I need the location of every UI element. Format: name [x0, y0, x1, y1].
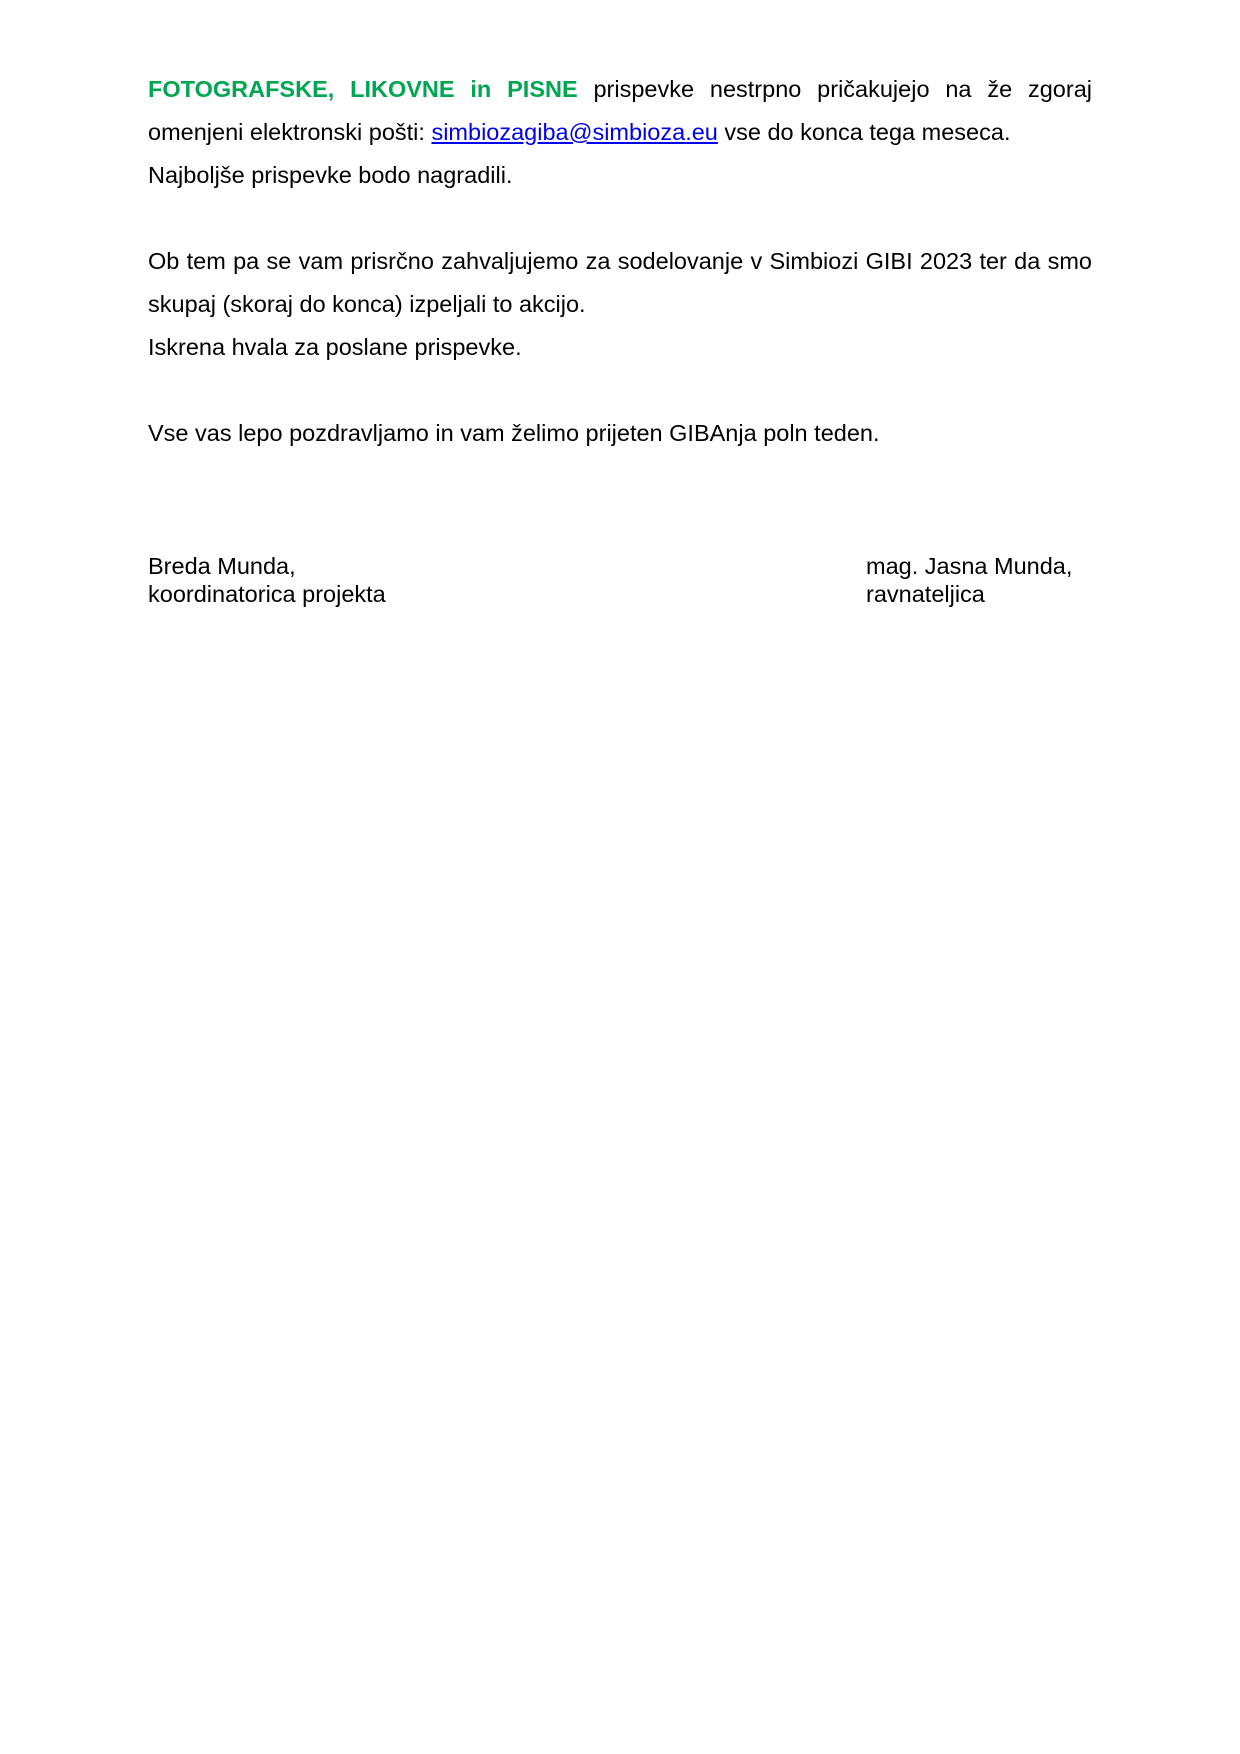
paragraph-spacer	[148, 197, 1092, 240]
signatory-role: koordinatorica projekta	[148, 581, 386, 607]
thanks-paragraph: Ob tem pa se vam prisrčno zahvaljujemo za sodelovanje v Simbiozi GIBI 2023 ter da smo skupaj (skoraj do konca) izpeljali to akcijo.	[148, 248, 1092, 317]
deadline-text: vse do konca tega meseca.	[717, 119, 1011, 145]
signature-right	[866, 552, 1072, 608]
signatory-name: mag. Jasna Munda,	[866, 553, 1073, 579]
signature-left	[148, 552, 386, 608]
contributions-text: prispevke nestrpno pričakujejo na že zgoraj omenjeni elektronski pošti:	[148, 76, 1092, 145]
awards-line: Najboljše prispevke bodo nagradili.	[148, 162, 513, 188]
contributions-paragraph	[148, 68, 1092, 154]
contribution-types-highlight: FOTOGRAFSKE, LIKOVNE in PISNE	[148, 76, 578, 102]
sincere-thanks-line: Iskrena hvala za poslane prispevke.	[148, 334, 522, 360]
letter-body	[148, 68, 1092, 455]
signatory-name: Breda Munda,	[148, 553, 296, 579]
paragraph-spacer	[148, 369, 1092, 412]
email-link[interactable]: simbiozagiba@simbioza.eu	[431, 119, 718, 145]
signatory-role: ravnateljica	[866, 581, 985, 607]
greeting-paragraph: Vse vas lepo pozdravljamo in vam želimo prijeten GIBAnja poln teden.	[148, 420, 880, 446]
